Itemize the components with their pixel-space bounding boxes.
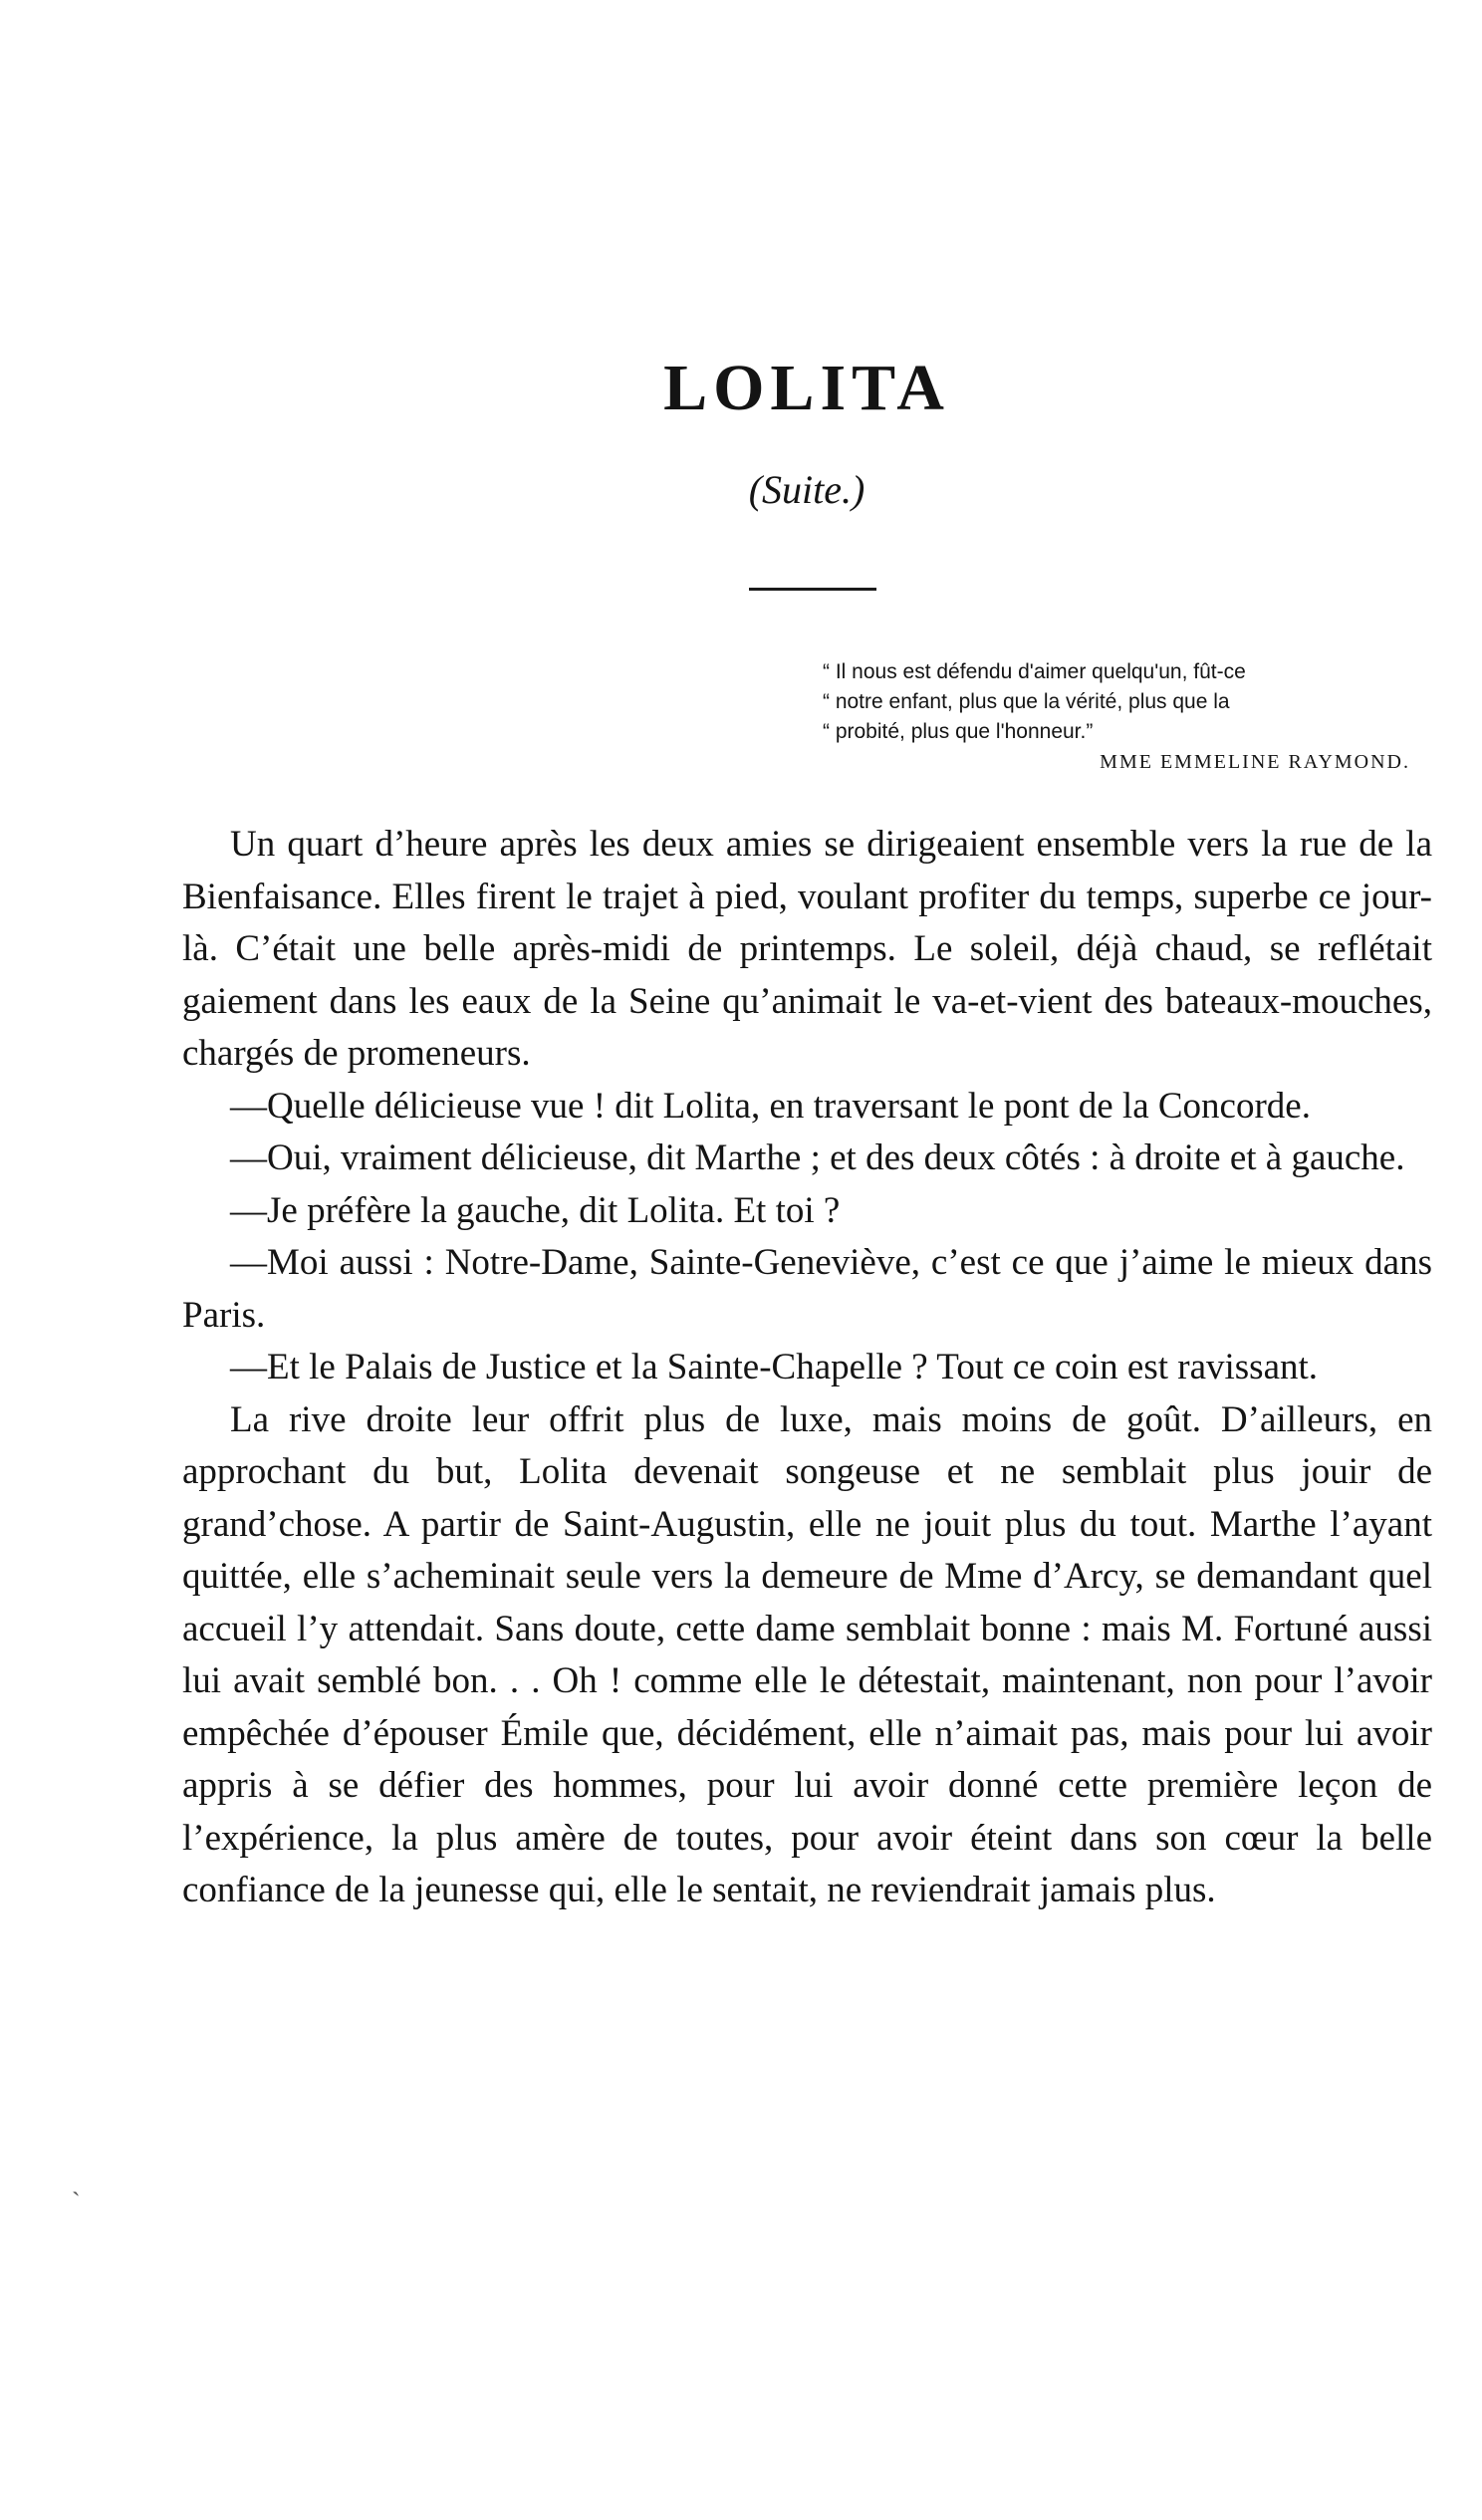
epigraph-line: “ notre enfant, plus que la vérité, plus que la (823, 690, 1230, 713)
paragraph: —Je préfère la gauche, dit Lolita. Et toi ? (230, 1189, 841, 1231)
paragraph: —Moi aussi : Notre-Dame, Sainte-Geneviève, c’est ce que j’aime le mieux dans Paris. (182, 1242, 1432, 1336)
margin-mark: ˋ (72, 2187, 81, 2216)
paragraph: —Oui, vraiment délicieuse, dit Marthe ; et des deux côtés : à droite et à gauche. (230, 1137, 1405, 1178)
title-divider (749, 588, 876, 591)
paragraph: Un quart d’heure après les deux amies se dirigeaient ensemble vers la rue de la Bienfaisance. Elles firent le trajet à pied, voulant profiter du temps, superbe ce jour-là. C’était une belle après-midi de printemps. Le soleil, déjà chaud, se reflétait gaiement dans les eaux de la Seine qu’animait le va-et-vient des bateaux-mouches, chargés de promeneurs. (182, 824, 1432, 1074)
chapter-title: LOLITA (663, 352, 950, 424)
paragraph: —Et le Palais de Justice et la Sainte-Chapelle ? Tout ce coin est ravissant. (230, 1347, 1319, 1387)
body-text (182, 819, 1432, 1917)
epigraph (823, 657, 1440, 777)
epigraph-line: “ Il nous est défendu d'aimer quelqu'un, fût-ce (823, 660, 1246, 683)
paragraph: La rive droite leur offrit plus de luxe, mais moins de goût. D’ailleurs, en approchant du but, Lolita devenait songeuse et ne semblait plus jouir de grand’chose. A partir de Saint-Augustin, elle ne jouit plus du tout. Marthe l’ayant quittée, elle s’acheminait seule vers la demeure de Mme d’Arcy, se demandant quel accueil l’y attendait. Sans doute, cette dame semblait bonne : mais M. Fortuné aussi lui avait semblé bon. . . Oh ! comme elle le détestait, maintenant, non pour l’avoir empêchée d’épouser Émile que, décidément, elle n’aimait pas, mais pour lui avoir appris à se défier des hommes, pour lui avoir donné cette première leçon de l’expérience, la plus amère de toutes, pour avoir éteint dans son cœur la belle confiance de la jeunesse qui, elle le sentait, ne reviendrait jamais plus. (182, 1398, 1432, 1910)
epigraph-attribution: MME EMMELINE RAYMOND. (1100, 751, 1410, 773)
epigraph-line: “ probité, plus que l'honneur.” (823, 720, 1094, 743)
paragraph: —Quelle délicieuse vue ! dit Lolita, en traversant le pont de la Concorde. (230, 1085, 1311, 1127)
chapter-subtitle: (Suite.) (748, 467, 865, 512)
